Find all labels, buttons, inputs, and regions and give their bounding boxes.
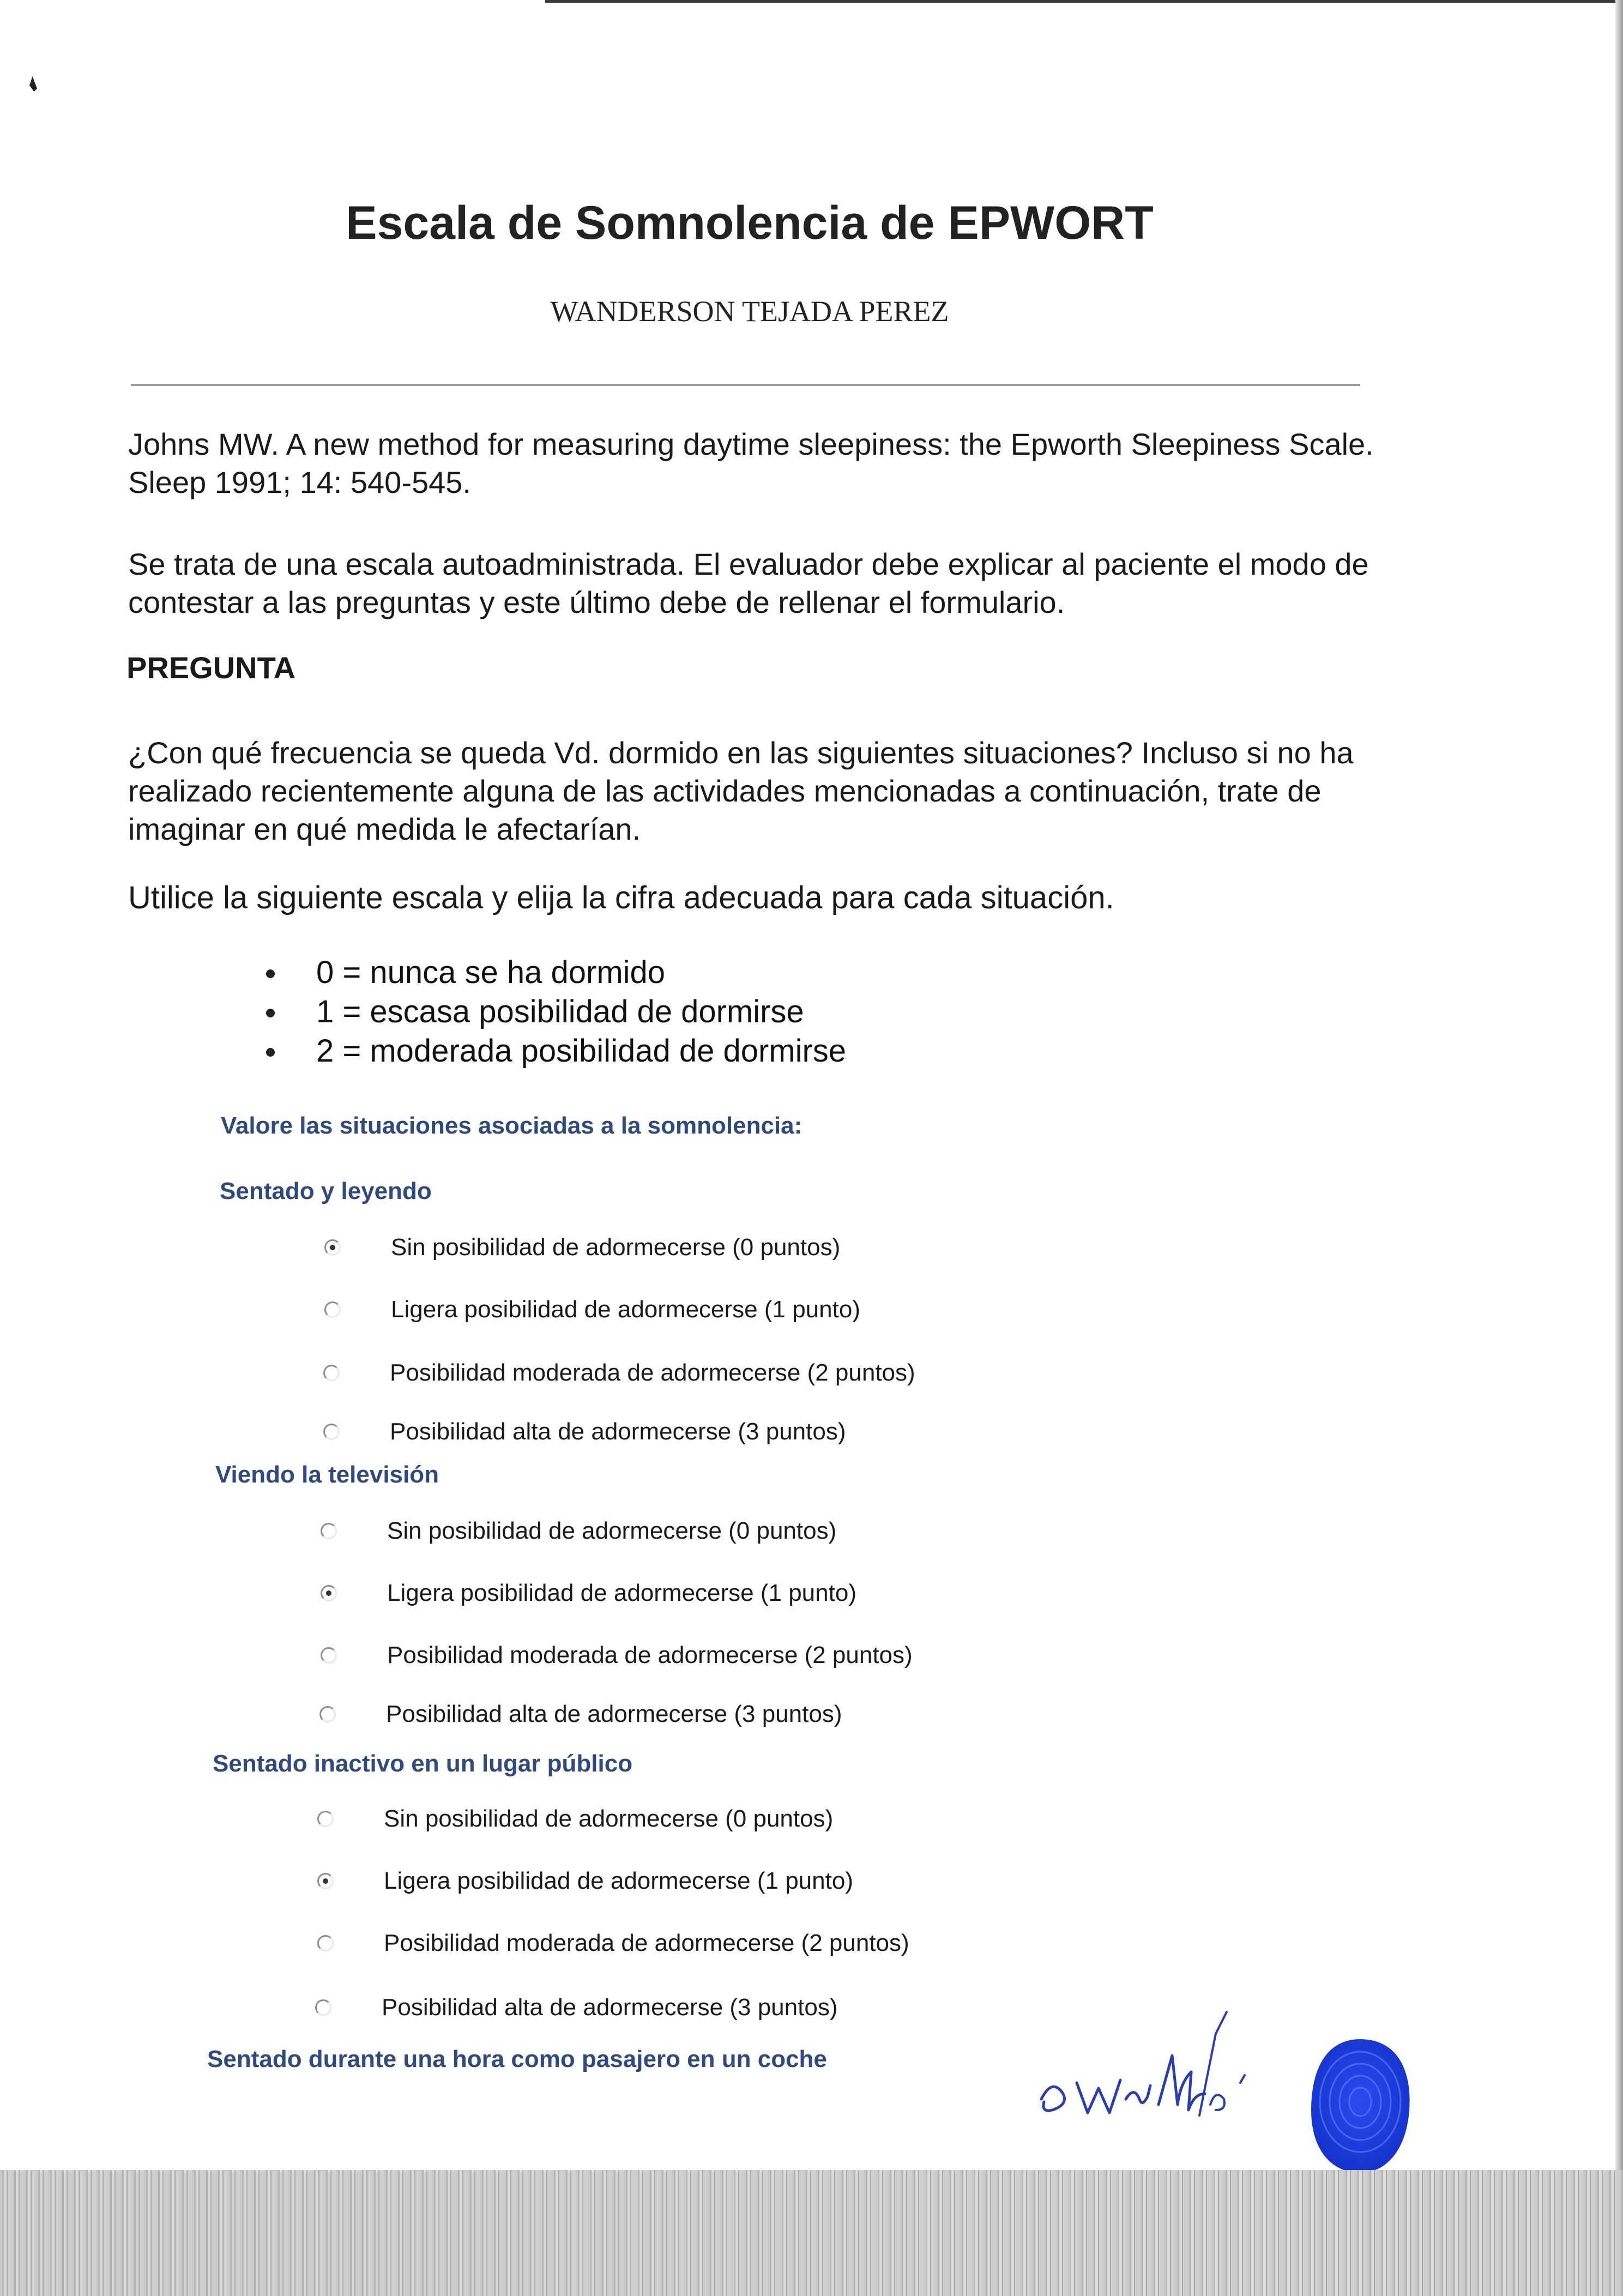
- radio-button[interactable]: [321, 1647, 337, 1664]
- option-row[interactable]: [321, 1639, 913, 1672]
- option-label: Ligera posibilidad de adormecerse (1 punto): [387, 1580, 856, 1606]
- author-name: WANDERSON TEJADA PEREZ: [550, 295, 949, 328]
- section-title: PREGUNTA: [126, 650, 296, 685]
- header-divider: [131, 384, 1360, 386]
- option-label: Posibilidad alta de adormecerse (3 puntos): [382, 1994, 838, 2021]
- radio-button[interactable]: [321, 1585, 337, 1601]
- question-label-public-place: Sentado inactivo en un lugar público: [213, 1750, 633, 1777]
- radio-button[interactable]: [319, 1706, 336, 1722]
- scale-list: [262, 953, 846, 1071]
- radio-button[interactable]: [324, 1301, 341, 1318]
- option-row[interactable]: [323, 1357, 915, 1389]
- option-row[interactable]: [315, 1991, 837, 2024]
- radio-button[interactable]: [323, 1424, 340, 1440]
- bullet-icon: [266, 969, 275, 978]
- option-row[interactable]: [317, 1927, 909, 1960]
- scale-item-text: 1 = escasa posibilidad de dormirse: [316, 994, 804, 1029]
- option-label: Posibilidad moderada de adormecerse (2 puntos): [390, 1359, 915, 1386]
- instructions-paragraph: Se trata de una escala autoadministrada. El evaluador debe explicar al paciente el modo de contestar a las preguntas y este último debe de rellenar el formulario.: [128, 547, 1369, 619]
- scale-intro: Utilice la siguiente escala y elija la cifra adecuada para cada situación.: [128, 880, 1114, 915]
- question-label-reading: Sentado y leyendo: [220, 1178, 432, 1204]
- option-label: Posibilidad moderada de adormecerse (2 puntos): [387, 1642, 913, 1668]
- scan-top-edge: [545, 0, 1623, 3]
- scan-speck: [29, 76, 37, 92]
- scale-item: [262, 953, 846, 992]
- radio-button[interactable]: [324, 1239, 341, 1256]
- radio-button[interactable]: [323, 1365, 340, 1381]
- document-title: Escala de Somnolencia de EPWORT: [346, 197, 1154, 249]
- option-label: Ligera posibilidad de adormecerse (1 punto): [384, 1867, 853, 1894]
- option-label: Posibilidad alta de adormecerse (3 puntos): [390, 1418, 846, 1445]
- option-label: Posibilidad moderada de adormecerse (2 puntos): [384, 1930, 909, 1956]
- scale-item: [262, 992, 846, 1032]
- question-label-television: Viendo la televisión: [215, 1461, 439, 1488]
- form-heading: Valore las situaciones asociadas a la somnolencia:: [221, 1112, 803, 1139]
- question-label-passenger: Sentado durante una hora como pasajero en un coche: [207, 2046, 827, 2072]
- option-row[interactable]: [324, 1231, 840, 1264]
- option-row[interactable]: [317, 1865, 853, 1897]
- reference-paragraph: Johns MW. A new method for measuring daytime sleepiness: the Epworth Sleepiness Scale. Sleep 1991; 14: 540-545.: [128, 427, 1374, 499]
- radio-button[interactable]: [321, 1523, 337, 1539]
- option-row[interactable]: [317, 1803, 833, 1835]
- bullet-icon: [266, 1048, 275, 1057]
- option-row[interactable]: [321, 1577, 856, 1610]
- handwritten-signature: [1025, 2006, 1308, 2148]
- fingerprint-mark: [1306, 2034, 1415, 2176]
- option-label: Ligera posibilidad de adormecerse (1 punto): [391, 1296, 860, 1323]
- scale-item: [262, 1032, 846, 1071]
- radio-button[interactable]: [317, 1873, 334, 1889]
- option-label: Sin posibilidad de adormecerse (0 puntos): [391, 1234, 841, 1261]
- option-row[interactable]: [324, 1293, 860, 1326]
- radio-button[interactable]: [315, 1999, 331, 2016]
- option-row[interactable]: [321, 1515, 836, 1547]
- option-row[interactable]: [323, 1415, 846, 1448]
- scan-right-edge: [1615, 0, 1623, 2181]
- option-label: Posibilidad alta de adormecerse (3 puntos): [386, 1701, 842, 1727]
- option-label: Sin posibilidad de adormecerse (0 puntos): [387, 1517, 837, 1544]
- question-paragraph: ¿Con qué frecuencia se queda Vd. dormido en las siguientes situaciones? Incluso si no ha realizado recientemente alguna de las actividades mencionadas a continuación, trate de imaginar en qué medida le afectarían.: [128, 736, 1354, 846]
- option-row[interactable]: [319, 1698, 842, 1731]
- radio-button[interactable]: [317, 1935, 334, 1951]
- bullet-icon: [266, 1009, 275, 1017]
- option-label: Sin posibilidad de adormecerse (0 puntos): [384, 1805, 834, 1832]
- scanner-edge-strip: [0, 2170, 1623, 2296]
- radio-button[interactable]: [317, 1811, 334, 1827]
- scale-item-text: 0 = nunca se ha dormido: [316, 955, 666, 990]
- scale-item-text: 2 = moderada posibilidad de dormirse: [316, 1033, 847, 1069]
